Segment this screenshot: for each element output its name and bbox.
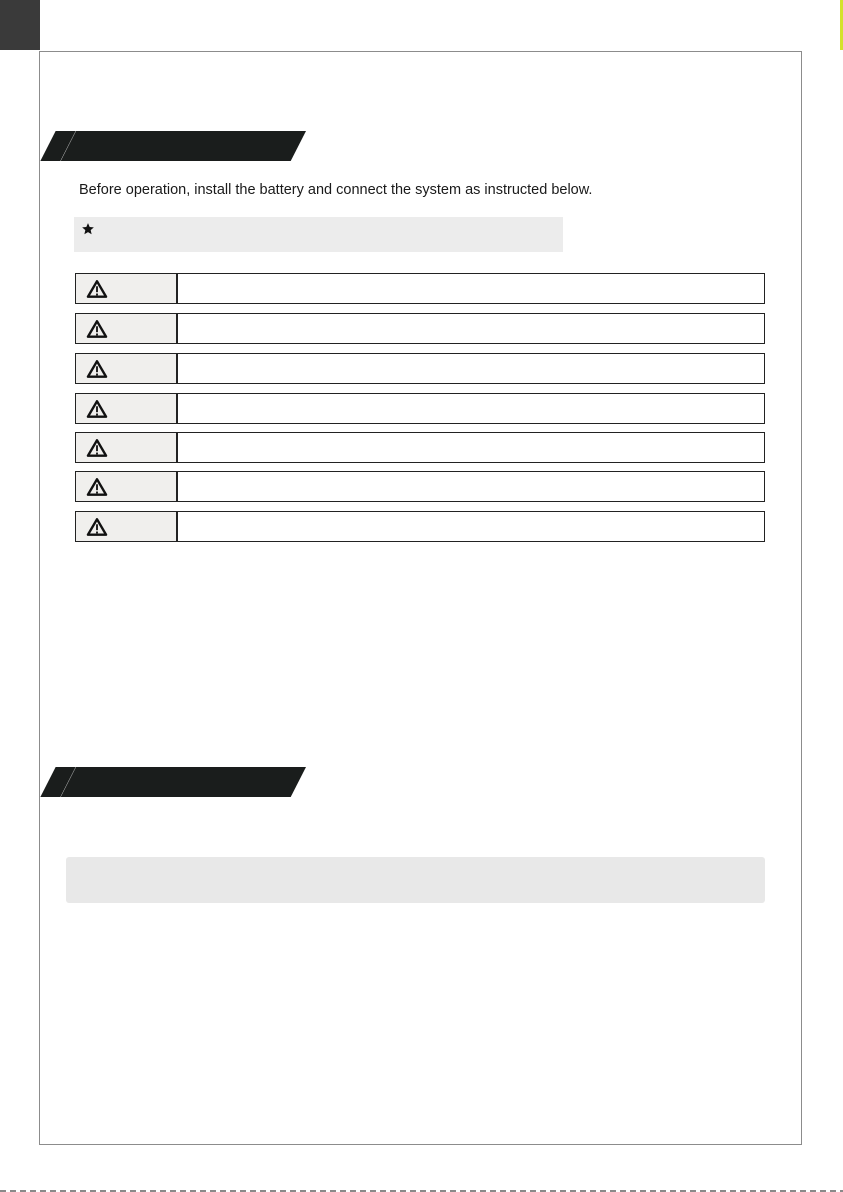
warning-row bbox=[75, 273, 765, 304]
warning-row bbox=[75, 432, 765, 463]
warning-triangle-icon bbox=[86, 438, 108, 458]
warning-row bbox=[75, 313, 765, 344]
warning-text bbox=[178, 354, 764, 383]
section-banner-2 bbox=[48, 767, 338, 797]
warning-triangle-icon bbox=[86, 359, 108, 379]
warning-triangle-icon bbox=[86, 279, 108, 299]
warning-tag bbox=[76, 274, 178, 303]
note-strip bbox=[74, 217, 563, 252]
intro-text: Before operation, install the battery and connect the system as instructed below. bbox=[79, 182, 593, 198]
warning-text bbox=[178, 314, 764, 343]
warning-triangle-icon bbox=[86, 399, 108, 419]
warning-tag bbox=[76, 433, 178, 462]
banner-bar bbox=[61, 131, 306, 161]
warning-row bbox=[75, 511, 765, 542]
warning-text bbox=[178, 512, 764, 541]
warning-tag bbox=[76, 512, 178, 541]
warning-text bbox=[178, 472, 764, 501]
warning-text bbox=[178, 274, 764, 303]
warning-text bbox=[178, 433, 764, 462]
page-frame bbox=[39, 51, 802, 1145]
corner-tab bbox=[0, 0, 40, 50]
section-banner-1 bbox=[48, 131, 338, 161]
warning-row bbox=[75, 353, 765, 384]
warning-text bbox=[178, 394, 764, 423]
star-icon bbox=[81, 222, 95, 236]
banner-bar bbox=[61, 767, 306, 797]
warning-row bbox=[75, 471, 765, 502]
warning-tag bbox=[76, 472, 178, 501]
warning-tag bbox=[76, 314, 178, 343]
warning-tag bbox=[76, 394, 178, 423]
warning-triangle-icon bbox=[86, 477, 108, 497]
warning-row bbox=[75, 393, 765, 424]
warning-triangle-icon bbox=[86, 517, 108, 537]
warning-tag bbox=[76, 354, 178, 383]
warning-triangle-icon bbox=[86, 319, 108, 339]
note-box bbox=[66, 857, 765, 903]
